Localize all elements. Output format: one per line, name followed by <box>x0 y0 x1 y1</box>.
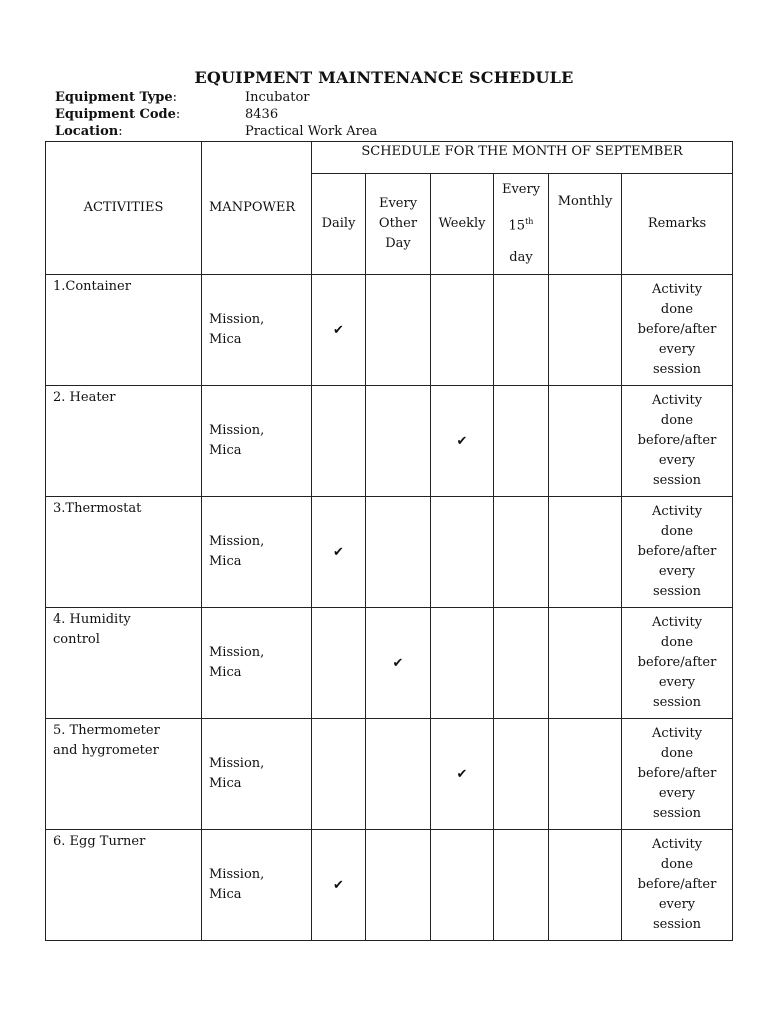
remarks-line: session <box>652 806 702 822</box>
frequency-cell-daily <box>312 719 366 830</box>
manpower-line: Mica <box>209 443 242 459</box>
frequency-cell-weekly <box>431 275 494 386</box>
manpower-cell <box>202 275 312 386</box>
frequency-cell-every-15th-day <box>494 830 549 941</box>
activity-line: 2. Heater <box>53 390 116 406</box>
remarks-line: Activity <box>651 726 703 742</box>
meta-label: Location <box>55 124 119 139</box>
header-line: Every <box>378 196 418 212</box>
manpower-line: Mission, <box>209 312 265 328</box>
remarks-line: before/after <box>637 544 717 560</box>
remarks-line: session <box>652 473 702 489</box>
remarks-line: before/after <box>637 655 717 671</box>
frequency-cell-every-other-day <box>366 275 431 386</box>
remarks-cell <box>622 608 733 719</box>
remarks-line: Activity <box>651 615 703 631</box>
header-line: 15 <box>508 218 526 234</box>
remarks-line: every <box>658 897 696 913</box>
table-row <box>46 497 733 608</box>
meta-label: Equipment Code <box>55 107 176 122</box>
remarks-cell <box>622 719 733 830</box>
check-mark-icon: ✔ <box>456 766 468 782</box>
manpower-cell <box>202 830 312 941</box>
frequency-cell-daily <box>312 497 366 608</box>
page-title: EQUIPMENT MAINTENANCE SCHEDULE <box>194 68 574 87</box>
frequency-cell-monthly <box>549 830 622 941</box>
remarks-line: Activity <box>651 393 703 409</box>
remarks-line: done <box>660 302 694 318</box>
table-row <box>46 608 733 719</box>
frequency-cell-weekly <box>431 386 494 497</box>
frequency-cell-weekly <box>431 719 494 830</box>
manpower-line: Mica <box>209 554 242 570</box>
remarks-line: session <box>652 695 702 711</box>
col-header-manpower: MANPOWER <box>202 142 312 275</box>
frequency-cell-every-15th-day <box>494 386 549 497</box>
frequency-cell-every-other-day <box>366 386 431 497</box>
manpower-line: Mission, <box>209 534 265 550</box>
remarks-line: before/after <box>637 433 717 449</box>
col-header-weekly: Weekly <box>431 174 494 275</box>
frequency-cell-every-15th-day <box>494 497 549 608</box>
col-header-daily: Daily <box>312 174 366 275</box>
manpower-line: Mission, <box>209 423 265 439</box>
manpower-line: Mission, <box>209 867 265 883</box>
check-mark-icon: ✔ <box>333 544 344 560</box>
frequency-cell-every-other-day <box>366 719 431 830</box>
frequency-cell-daily <box>312 275 366 386</box>
schedule-month-header: SCHEDULE FOR THE MONTH OF SEPTEMBER <box>312 142 733 174</box>
maintenance-schedule-table <box>45 141 733 941</box>
remarks-line: session <box>652 362 702 378</box>
activity-cell <box>46 830 202 941</box>
col-header-remarks: Remarks <box>622 174 733 275</box>
table-row <box>46 386 733 497</box>
frequency-cell-weekly <box>431 830 494 941</box>
manpower-line: Mission, <box>209 645 265 661</box>
activity-cell <box>46 275 202 386</box>
remarks-line: before/after <box>637 877 717 893</box>
frequency-cell-monthly <box>549 497 622 608</box>
table-row <box>46 830 733 941</box>
activity-cell <box>46 386 202 497</box>
manpower-line: Mica <box>209 332 242 348</box>
remarks-cell <box>622 275 733 386</box>
frequency-cell-every-other-day <box>366 497 431 608</box>
manpower-line: Mission, <box>209 756 265 772</box>
remarks-line: every <box>658 786 696 802</box>
check-mark-icon: ✔ <box>333 877 344 893</box>
col-header-activities: ACTIVITIES <box>46 142 202 275</box>
remarks-cell <box>622 830 733 941</box>
remarks-line: done <box>660 635 694 651</box>
frequency-cell-weekly <box>431 497 494 608</box>
remarks-line: before/after <box>637 766 717 782</box>
remarks-line: every <box>658 453 696 469</box>
frequency-cell-monthly <box>549 386 622 497</box>
remarks-line: done <box>660 524 694 540</box>
frequency-cell-monthly <box>549 719 622 830</box>
col-header-every-other-day <box>366 174 431 275</box>
table-row <box>46 275 733 386</box>
activity-line: 3.Thermostat <box>53 501 142 517</box>
col-header-monthly: Monthly <box>549 174 622 275</box>
meta-value: Incubator <box>245 90 310 105</box>
header-line: Day <box>385 236 411 252</box>
activity-cell <box>46 719 202 830</box>
manpower-line: Mica <box>209 776 242 792</box>
frequency-cell-every-15th-day <box>494 608 549 719</box>
remarks-cell <box>622 386 733 497</box>
header-line: Other <box>378 216 418 232</box>
frequency-cell-every-15th-day <box>494 275 549 386</box>
activity-line: and hygrometer <box>53 743 159 759</box>
table-row <box>46 719 733 830</box>
activity-line: 5. Thermometer <box>53 723 160 739</box>
check-mark-icon: ✔ <box>456 433 468 449</box>
manpower-cell <box>202 608 312 719</box>
remarks-line: Activity <box>651 282 703 298</box>
activity-line: 1.Container <box>53 279 131 295</box>
remarks-line: every <box>658 564 696 580</box>
frequency-cell-monthly <box>549 608 622 719</box>
activity-cell <box>46 608 202 719</box>
remarks-line: done <box>660 857 694 873</box>
activity-cell <box>46 497 202 608</box>
activity-line: 4. Humidity <box>53 612 131 628</box>
frequency-cell-every-other-day <box>366 830 431 941</box>
remarks-line: session <box>652 584 702 600</box>
check-mark-icon: ✔ <box>333 322 344 338</box>
remarks-cell <box>622 497 733 608</box>
manpower-cell <box>202 386 312 497</box>
meta-value: Practical Work Area <box>245 124 378 139</box>
frequency-cell-daily <box>312 830 366 941</box>
frequency-cell-every-15th-day <box>494 719 549 830</box>
activity-line: control <box>53 632 100 648</box>
remarks-line: Activity <box>651 837 703 853</box>
remarks-line: before/after <box>637 322 717 338</box>
remarks-line: session <box>652 917 702 933</box>
remarks-line: every <box>658 675 696 691</box>
check-mark-icon: ✔ <box>392 655 404 671</box>
meta-value: 8436 <box>245 107 279 122</box>
remarks-line: every <box>658 342 696 358</box>
frequency-cell-daily <box>312 386 366 497</box>
manpower-line: Mica <box>209 665 242 681</box>
frequency-cell-weekly <box>431 608 494 719</box>
remarks-line: Activity <box>651 504 703 520</box>
superscript: th <box>525 217 534 226</box>
manpower-cell <box>202 497 312 608</box>
manpower-cell <box>202 719 312 830</box>
activity-line: 6. Egg Turner <box>53 834 146 850</box>
manpower-line: Mica <box>209 887 242 903</box>
frequency-cell-monthly <box>549 275 622 386</box>
remarks-line: done <box>660 746 694 762</box>
frequency-cell-daily <box>312 608 366 719</box>
frequency-cell-every-other-day <box>366 608 431 719</box>
remarks-line: done <box>660 413 694 429</box>
meta-label: Equipment Type <box>55 90 173 105</box>
header-line: Every <box>501 182 541 197</box>
col-header-every-15th-day <box>494 174 549 275</box>
header-line: day <box>509 250 533 266</box>
